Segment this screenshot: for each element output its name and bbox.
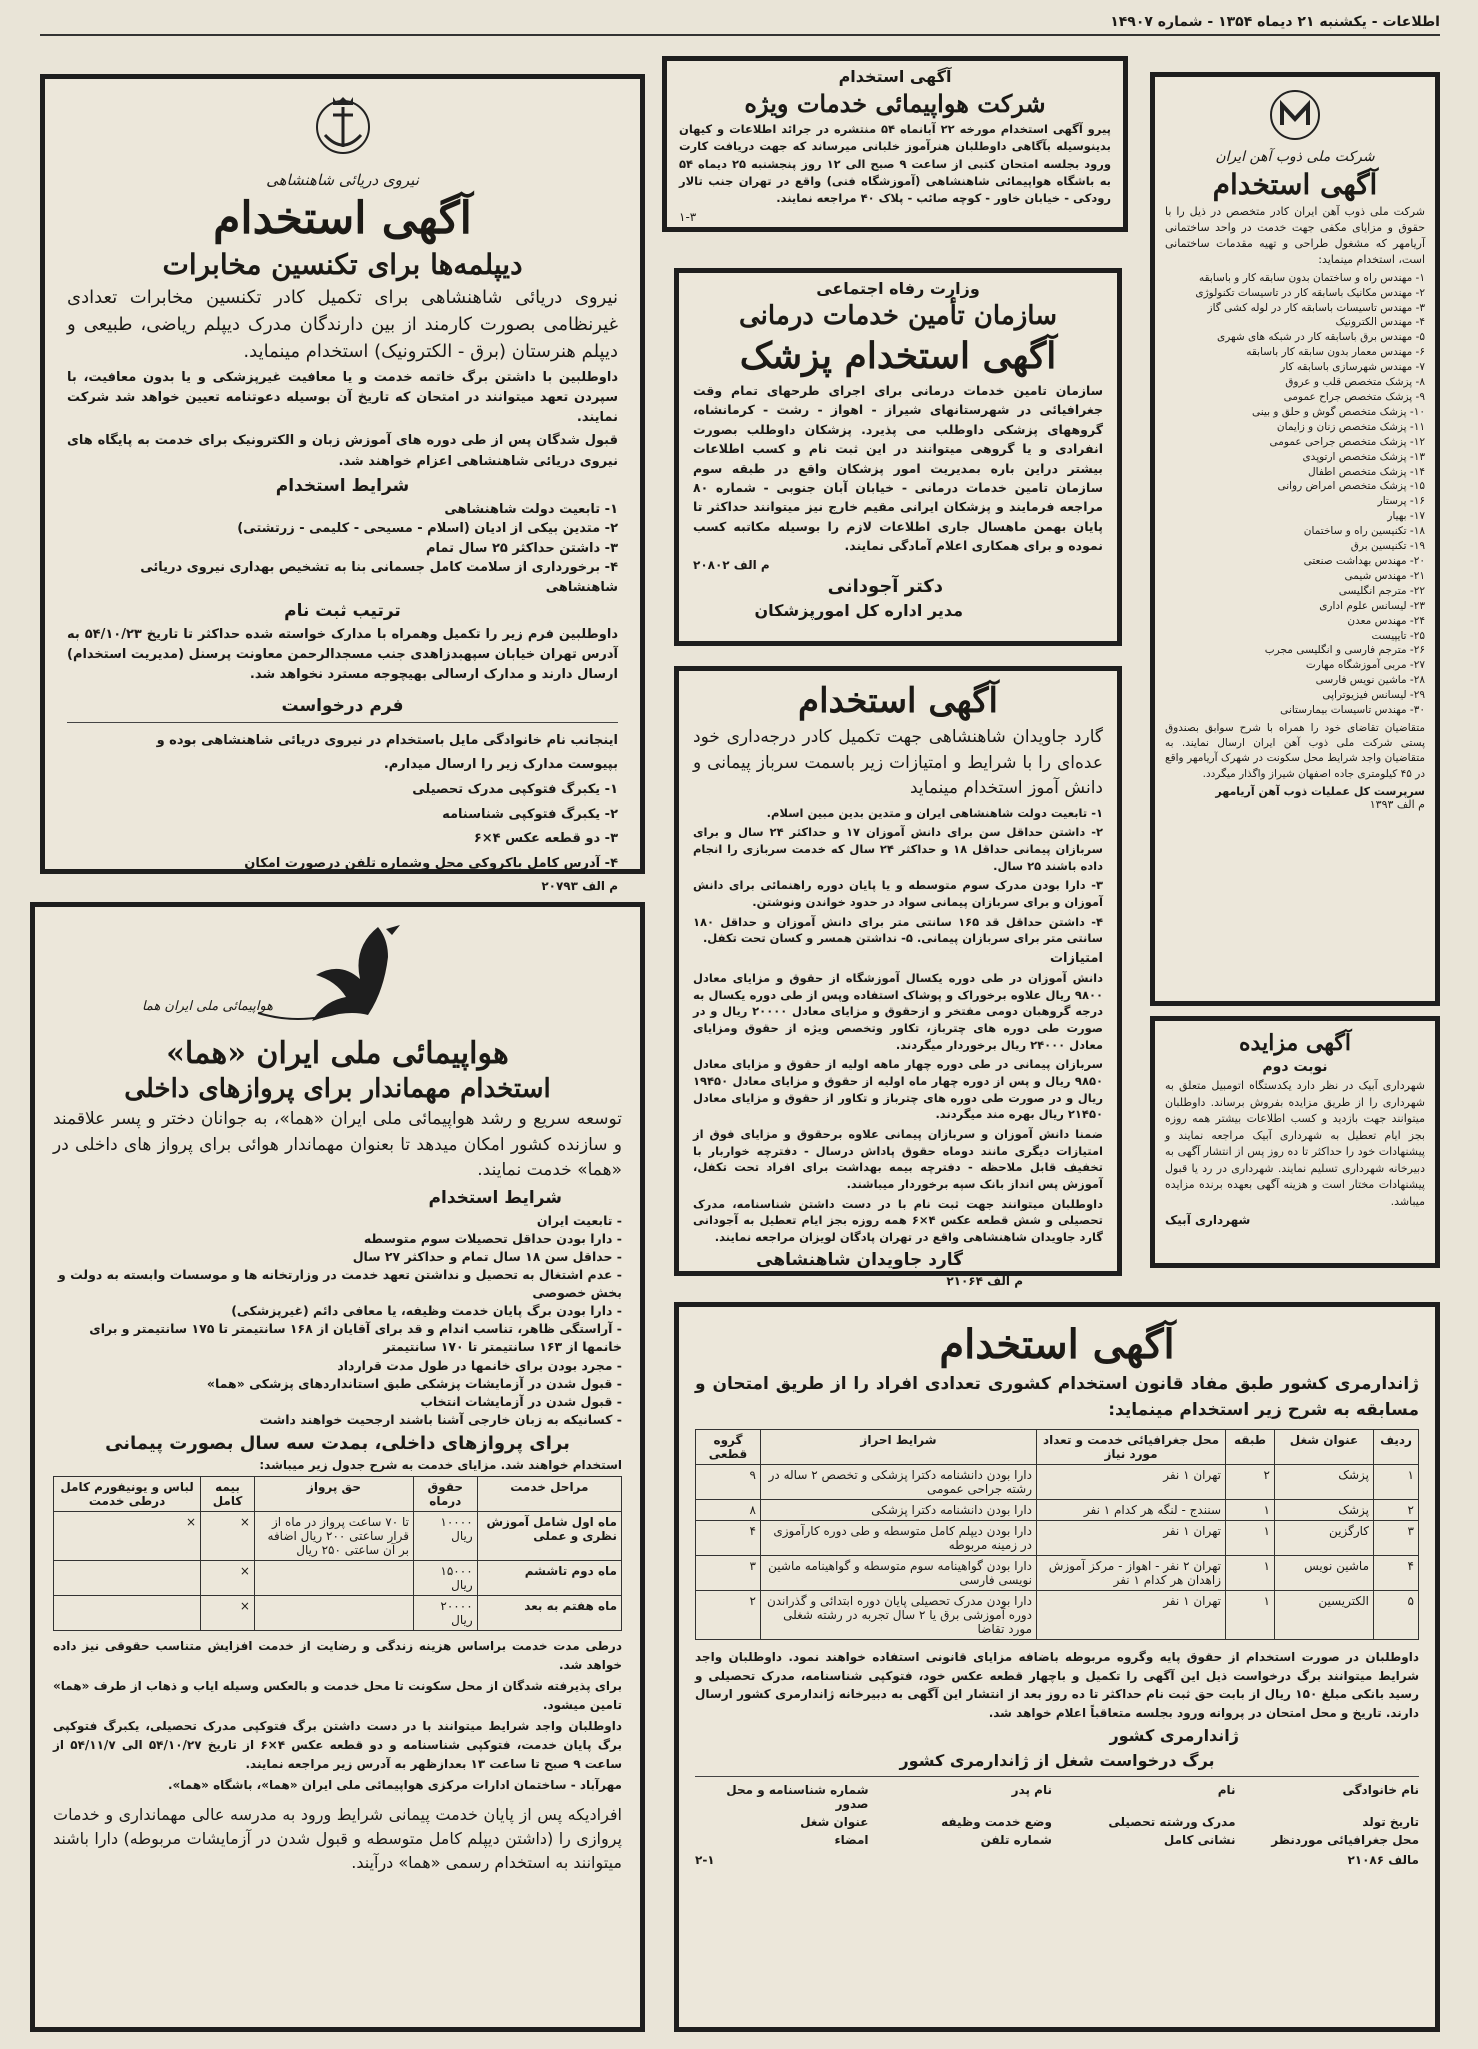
list-item: ۲۵- تایپیست (1371, 629, 1425, 642)
form-field: محل جغرافیائی موردنظر (1271, 1833, 1419, 1848)
table-row: ۲ پزشک ۱ سنندج - لنگه هر کدام ۱ نفر دارا بودن دانشنامه دکترا پزشکی ۸ (696, 1500, 1419, 1521)
guard-code: م الف ۲۱۰۶۴ (946, 1273, 1023, 1288)
list-item: ۱- یکبرگ فتوکپی مدرک تحصیلی (412, 782, 618, 797)
steel-co-items (1165, 271, 1425, 718)
form-field: شماره شناسنامه و محل صدور (726, 1783, 869, 1812)
list-item: - کسانیکه به زبان خارجی آشنا باشند ارجحیت خواهند داشت (259, 1411, 622, 1427)
table-row: ۴ ماشین نویس ۱ تهران ۲ نفر - اهواز - مرکز آموزش زاهدان هر کدام ۱ نفر دارا بودن گواهینامه سوم متوسطه و گواهینامه ماشین نویسی فارسی ۳ (696, 1556, 1419, 1591)
iran-air-contract-title: برای پروازهای داخلی، بمدت سه سال بصورت پیمانی (105, 1433, 570, 1454)
list-item: ۲۰- مهندس بهداشت صنعتی (1303, 554, 1425, 567)
list-item: درطی مدت خدمت براساس هزینه زندگی و رضایت از خدمت افزایش متناسب حقوقی نیز داده خواهد شد. (53, 1639, 622, 1672)
list-item: ۱۸- تکنیسین راه و ساختمان (1303, 525, 1425, 538)
table-header: حق پرواز (254, 1477, 413, 1512)
welfare-title: آگهی استخدام پزشک (739, 335, 1057, 377)
gendarmerie-outro: داوطلبان در صورت استخدام از حقوق پایه وگروه مربوطه باضافه مزایای قانونی استفاده خواهند نمود. داوطلبان واجد شرایط میتوانند برگ درخواست ذیل این آگهی را تکمیل و باچهار قطعه عکس خود، فتوکپی شناسنامه، مدرک تحصیلی و رسید بانکی مبلغ ۱۵۰ ریال از بابت حق ثبت نام حداکثر تا ده روز بعد از انتشار این آگهی به دبیرخانه ژاندارمری کشور ارسال دارند. تاریخ و محل امتحان در پروانه ورود بجلسه متعاقباً اعلام خواهد شد. (695, 1650, 1419, 1720)
list-item: ۱۶- پرستار (1377, 495, 1425, 508)
list-item: ۳- داشتن حداکثر ۲۵ سال تمام (425, 540, 618, 556)
auction-ad (1150, 1016, 1440, 1268)
table-header: مراحل خدمت (477, 1477, 621, 1512)
table-header: گروه قطعی (696, 1430, 761, 1465)
table-header: حقوق درماه (413, 1477, 477, 1512)
list-item: - حداقل سن ۱۸ سال تمام و حداکثر ۲۷ سال (352, 1248, 622, 1264)
list-item: ۳- مهندس تاسیسات باسابقه کار در لوله کشی گاز (1207, 301, 1425, 314)
list-item: ۱۱- پزشک متخصص زنان و زایمان (1276, 420, 1425, 433)
list-item: ۳- دو قطعه عکس ۴×۶ (473, 831, 618, 847)
homa-logo-icon (53, 917, 622, 1035)
gendarmerie-form-title: برگ درخواست شغل از ژاندارمری کشور (899, 1751, 1215, 1771)
list-item: ۲۳- لیسانس علوم اداری (1319, 599, 1425, 612)
navy-form-title: فرم درخواست (281, 695, 404, 716)
navy-para1: داوطلبین با داشتن برگ خاتمه خدمت و یا معافیت غیرپزشکی و یا بدون معافیت، با سپردن تعهد میتوانند در امتحان که تاریخ آن بوسیله دعوتنامه تعیین خواهد شد شرکت نمایند. (67, 370, 618, 426)
form-field: وضع خدمت وظیفه (941, 1815, 1052, 1830)
iran-air-contract-note: استخدام خواهند شد. مزایای خدمت به شرح جدول زیر میباشد: (259, 1458, 622, 1472)
list-item: ۲۸- ماشین نویس فارسی (1315, 674, 1425, 687)
guard-title: آگهی استخدام (798, 681, 998, 721)
list-item: ۱۴- پزشک متخصص اطفال (1308, 465, 1425, 478)
table-row: ماه دوم تاششم ۱۵۰۰۰ ریال × (54, 1561, 622, 1596)
steel-co-signer: سرپرست کل عملیات ذوب آهن آریامهر (1215, 784, 1425, 798)
list-item: ۲- داشتن حداقل سن برای دانش آموزان ۱۷ و حداکثر ۲۴ سال و برای سربازان پیمانی حداقل ۱۸ و حداکثر ۲۴ سال که خدمت سربازی را انجام داده باشند ۲۵ سال. (693, 825, 1104, 873)
list-item: ۲۴- مهندس معدن (1347, 614, 1425, 627)
form-field: مدرک ورشته تحصیلی (1108, 1815, 1236, 1830)
form-field: عنوان شغل (800, 1815, 869, 1830)
navy-form (67, 729, 618, 877)
navy-ad (40, 74, 645, 893)
iran-air-subtitle: استخدام مهماندار برای پروازهای داخلی (124, 1074, 551, 1104)
table-row: ۳ کارگزین ۱ تهران ۱ نفر دارا بودن دیپلم کامل متوسطه و طی دوره کارآموزی در زمینه مربوطه ۴ (696, 1521, 1419, 1556)
list-item: ۱- مهندس راه و ساختمان بدون سابقه کار و باسابقه (1198, 271, 1425, 284)
steel-co-outro: متقاضیان تقاضای خود را همراه با شرح سوابق بصندوق پستی شرکت ملی ذوب آهن ایران ارسال نمایند. به متقاضیان واجد شرایط محل سکونت در شهرک آریامهر واقع در ۴۵ کیلومتری جاده اصفهان شیراز واگذار میگردد. (1165, 721, 1425, 780)
form-field: نام خانوادگی (1342, 1783, 1419, 1798)
table-header: محل جغرافیائی خدمت و تعداد مورد نیاز (1037, 1430, 1226, 1465)
navy-org: نیروی دریائی شاهنشاهی (266, 171, 419, 189)
list-item: ضمنا دانش آموزان و سربازان پیمانی علاوه برحقوق و مزایای فوق از امتیازات دیگری مانند دوماه حقوق پاداش درسال - دفترچه خواربار با تخفیف قابل ملاحظه - دفترچه بیمه بهداشت برای افراد تحت تکفل، آموزش پس انداز بانک سپه برخوردار میباشند. (693, 1126, 1103, 1191)
list-item: ۸- پزشک متخصص قلب و عروق (1285, 376, 1425, 389)
list-item: ۱۰- پزشک متخصص گوش و حلق و بینی (1251, 405, 1425, 418)
iran-air-title: هواپیمائی ملی ایران «هما» (166, 1036, 509, 1071)
list-item: ۲۱- مهندس شیمی (1344, 569, 1425, 582)
auction-text: شهرداری آبیک در نظر دارد یکدستگاه اتومبیل متعلق به شهرداری را از طریق مزایده بفروش برساند. داوطلبان میتوانند جهت بازدید و کسب اطلاعات بیشتر همه روزه بجز ایام تعطیل به شهرداری آبیک مراجعه نمایند و پیشنهادات خود را حداکثر تا ده روز پس از انتشار آگهی به دبیرخانه شهرداری تسلیم نمایند. شهرداری در رد یا قبول پیشنهادات مختار است و هزینه آگهی بعهده برنده مزایده میباشد. (1165, 1079, 1425, 1208)
form-field: امضاء (834, 1833, 869, 1848)
list-item: - عدم اشتغال به تحصیل و نداشتن تعهد خدمت در وزارتخانه ها و موسسات وابسته به دولت و بخش خصوصی (58, 1266, 622, 1300)
list-item: - دارا بودن حداقل تحصیلات سوم متوسطه (363, 1230, 622, 1246)
table-header: طبقه (1226, 1430, 1275, 1465)
list-item: ۲- یکبرگ فتوکپی شناسنامه (442, 806, 618, 822)
list-item: - تابعیت ایران (536, 1212, 622, 1228)
table-row: ۱ پزشک ۲ تهران ۱ نفر دارا بودن دانشنامه دکترا پزشکی و تخصص ۲ ساله در رشته جراحی عمومی ۹ (696, 1465, 1419, 1500)
form-field: نشانی کامل (1163, 1833, 1236, 1848)
gendarmerie-intro: ژاندارمری کشور طبق مفاد قانون استخدام کشوری تعدادی افراد را از طریق امتحان و مسابقه به شرح زیر استخدام مینماید: (695, 1374, 1419, 1420)
table-header: عنوان شغل (1275, 1430, 1374, 1465)
list-item: ۱۹- تکنیسین برق (1350, 540, 1425, 553)
table-header: لباس و یونیفورم کامل درطی خدمت (54, 1477, 201, 1512)
auction-signer: شهرداری آبیک (1165, 1213, 1251, 1227)
list-item: داوطلبان واجد شرایط میتوانند با در دست داشتن برگ فتوکپی مدرک تحصیلی، یکبرگ فتوکپی برگ پایان خدمت، فتوکپی شناسنامه و دو قطعه عکس ۴×۶ از تاریخ ۵۴/۱۰/۲۷ الی ۵۴/۱۱/۷ از ساعت ۹ صبح تا ساعت ۱۳ بعدازظهر به آدرس زیر مراجعه نمایند. (53, 1719, 622, 1771)
gendarmerie-code: مالف ۲۱۰۸۶ (1347, 1853, 1419, 1868)
navy-conditions (67, 500, 618, 598)
list-item: بپیوست مدارک زیر را ارسال میدارم. (383, 757, 618, 773)
navy-emblem-icon (67, 93, 618, 167)
welfare-org: سازمان تأمین خدمات درمانی (738, 301, 1058, 331)
iran-air-closing: افرادیکه پس از پایان خدمت پیمانی شرایط ورود به مدرسه عالی مهمانداری و خدمات پروازی را (داشتن دیپلم کامل متوسطه و قبول شدن در آزمایشات مربوطه) دارا باشند میتوانند به استخدام رسمی «هما» درآیند. (53, 1804, 622, 1872)
form-field: نام پدر (1011, 1783, 1052, 1798)
special-air-code: ۱-۳ (679, 210, 697, 225)
list-item: برای پذیرفته شدگان از محل سکونت تا محل خدمت و بالعکس وسیله ایاب و ذهاب از طرف «هما» تامین میشود. (53, 1679, 622, 1712)
list-item: ۲۲- مترجم انگلیسی (1338, 584, 1425, 597)
table-row: ۵ الکتریسین ۱ تهران ۱ نفر دارا بودن مدرک تحصیلی پایان دوره ابتدائی و گذراندن دوره آموزشی برق یا ۲ سال تجربه در رشته شغلی مورد تقاضا ۲ (696, 1591, 1419, 1640)
steel-co-code: م الف ۱۳۹۳ (1369, 797, 1425, 811)
iran-air-notes (53, 1637, 622, 1795)
list-item: - قبول شدن در آزمایشات پزشکی طبق استانداردهای پزشکی «هما» (206, 1375, 622, 1391)
iran-air-conditions (53, 1212, 622, 1430)
list-item: ۱۷- بهیار (1387, 510, 1425, 523)
list-item: ۴- مهندس الکترونیک (1335, 316, 1425, 329)
gendarmerie-ad (674, 1302, 1440, 2032)
guard-ad (674, 666, 1122, 1288)
form-field: نام (1217, 1783, 1236, 1798)
list-item: ۹- پزشک متخصص جراح عمومی (1283, 391, 1425, 403)
navy-title: آگهی استخدام (213, 193, 472, 244)
list-item: ۲۷- مربی آموزشگاه مهارت (1305, 659, 1425, 672)
list-item: ۱- تابعیت دولت شاهنشاهی (444, 501, 618, 517)
list-item: - آراستگی ظاهر، تناسب اندام و قد برای آقایان از ۱۶۸ سانتیمتر تا ۱۷۵ سانتیمتر و برای خانمها از ۱۶۳ سانتیمتر تا ۱۷۰ سانتیمتر (89, 1321, 622, 1355)
form-field: شماره تلفن (980, 1833, 1052, 1848)
navy-code: م الف ۲۰۷۹۳ (541, 878, 618, 893)
welfare-text: سازمان تامین خدمات درمانی برای اجرای طرحهای تمام وقت جغرافیائی در شهرستانهای شیراز - اهواز - رشت - کرمانشاه، گروههای پزشکی داوطلب می پذیرد. پزشکان داوطلب بصورت انفرادی و یا گروهی میتوانند در این ثبت نام و کسب اطلاعات بیشتر دراین باره بمدیریت امور پزشکان واقع در طبقه سوم سازمان تامین خدمات درمانی - خیابان آبان جنوبی - شماره ۸۰ مراجعه فرمایند و پزشکان ایرانی مقیم خارج نیز میتوانند حداکثر تا پایان بهمن ماهسال جاری اطلاعات لازم را بوسیله مکاتبه کسب نموده و برای همکاری اعلام آمادگی نمایند. (693, 383, 1103, 553)
list-item: دانش آموزان در طی دوره یکسال آموزشگاه از حقوق و مزایای معادل ۹۸۰۰ ریال علاوه برخوراک و پوشاک استفاده وپس از طی دوره یکسال به درجه گروهبان دومی مفتخر و ازحقوق و مزایای معادل ۲۰۰۰۰ ریال و در صورت طی دوره های چترباز، تکاور وتخصص ویژه از حقوق ومزایای معادل ۲۴۰۰۰ ریال برخوردار میگردند. (693, 970, 1104, 1052)
list-item: ۲۶- مترجم فارسی و انگلیسی مجرب (1264, 644, 1425, 657)
list-item: - دارا بودن برگ پایان خدمت وظیفه، یا معافی دائم (غیرپزشکی) (231, 1303, 622, 1319)
special-air-text: پیرو آگهی استخدام مورخه ۲۲ آبانماه ۵۴ منتشره در جرائد اطلاعات و کیهان بدینوسیله بآگاهی داوطلبان هنرآموز خلبانی میرساند که جهت دریافت کارت ورود بجلسه امتحان کتبی از ساعت ۹ صبح الی ۱۲ روز پنجشنبه ۲۵ دیماه ۵۴ به باشگاه هواپیمائی شاهنشاهی (آموزشگاه فنی) واقع در تهران جنب تالار رودکی - خیابان خاور - کوچه صائب - پلاک ۴۰ مراجعه نمایند. (679, 122, 1112, 205)
list-item: ۲- مهندس مکانیک باسابقه کار در تاسیسات تکنولوژی (1195, 286, 1425, 299)
welfare-signer-title: مدیر اداره کل امورپزشکان (754, 601, 963, 621)
homa-logo-text: هواپیمائی ملی ایران هما (141, 999, 274, 1014)
masthead: اطلاعات - یکشنبه ۲۱ دیماه ۱۳۵۴ - شماره ۱۴۹۰۷ (40, 14, 1440, 36)
steel-co-name: شرکت ملی ذوب آهن ایران (1215, 149, 1375, 165)
guard-signer: گارد جاویدان شاهنشاهی (756, 1249, 963, 1270)
list-item: ۴- داشتن حداقل قد ۱۶۵ سانتی متر برای دانش آموزان و حداقل ۱۸۰ سانتی متر برای سربازان پیمانی. ۵- نداشتن همسر و کسان تحت تکفل. (693, 914, 1103, 946)
list-item: ۱- تابعیت دولت شاهنشاهی ایران و متدین بدین مبین اسلام. (766, 805, 1103, 820)
special-air-ad (662, 56, 1128, 232)
list-item: سربازان پیمانی در طی دوره چهار ماهه اولیه از حقوق و مزایای معادل ۹۸۵۰ ریال و پس از دوره چهار ماه اولیه از حقوق و مزایای معادل ۱۹۴۵۰ ریال و در صورت طی دوره های چترباز و تکاور از حقوق و مزایای معادل ۲۱۴۵۰ ریال بهره مند میگردند. (693, 1057, 1103, 1122)
gendarmerie-code2: ۲-۱ (695, 1853, 715, 1868)
steel-co-logo-icon (1165, 85, 1425, 149)
welfare-ad (674, 268, 1122, 646)
table-header: ردیف (1374, 1430, 1419, 1465)
gendarmerie-title: آگهی استخدام (939, 1321, 1175, 1368)
guard-intro: گارد جاویدان شاهنشاهی جهت تکمیل کادر درجه‌داری خود عده‌ای را با شرایط و امتیازات زیر باسمت سرباز پیمانی و دانش آموز استخدام مینماید (693, 727, 1103, 798)
navy-intro: نیروی دریائی شاهنشاهی برای تکمیل کادر تکنسین مخابرات تعدادی غیرنظامی بصورت کارمند از بین دارندگان مدرک دیپلم ریاضی، طبیعی و دیپلم هنرستان (برق - الکترونیک) استخدام مینماید. (67, 287, 618, 362)
list-item: - مجرد بودن برای خانمها در طول مدت قرارداد (337, 1357, 622, 1373)
list-item: ۳۰- مهندس تاسیسات بیمارستانی (1280, 704, 1425, 717)
navy-registration-text: داوطلبین فرم زیر را تکمیل وهمراه با مدارک خواسته شده حداکثر تا تاریخ ۵۴/۱۰/۲۳ به آدرس تهران خیابان سپهبدزاهدی جنب مسجدالرحمن معاونت پرسنل (مدیریت استخدام) ارسال دارند و مدارک ارسالی بهیچوجه مسترد نخواهد شد. (67, 627, 619, 683)
gendarmerie-signer: ژاندارمری کشور (1109, 1726, 1239, 1746)
welfare-code: م الف ۲۰۸۰۲ (693, 558, 770, 573)
form-field: تاریخ تولد (1362, 1815, 1419, 1830)
list-item: ۱۵- پزشک متخصص امراض روانی (1277, 480, 1425, 493)
iran-air-ad (30, 902, 645, 2032)
welfare-ministry: وزارت رفاه اجتماعی (816, 279, 980, 298)
guard-items (693, 805, 1103, 1246)
list-item: ۴- آدرس کامل باکروکی محل وشماره تلفن درصورت امکان (244, 856, 618, 872)
auction-round: نوبت دوم (1262, 1059, 1328, 1075)
navy-conditions-title: شرایط استخدام (275, 475, 410, 496)
list-item: ۲- متدین بیکی از ادیان (اسلام - مسیحی - کلیمی - زرتشتی) (237, 521, 618, 537)
list-item: ۷- مهندس شهرسازی باسابقه کار (1280, 361, 1425, 374)
navy-subtitle: دیپلمه‌ها برای تکنسین مخابرات (162, 248, 523, 281)
gendarmerie-jobs-table (695, 1429, 1419, 1640)
list-item: ۵- مهندس برق باسابقه کار در شبکه های شهری (1217, 331, 1425, 344)
table-header: شرایط احراز (761, 1430, 1037, 1465)
special-air-org: شرکت هواپیمائی خدمات ویژه (744, 89, 1046, 118)
iran-air-benefits-table (53, 1476, 622, 1631)
list-item: اینجانب نام خانوادگی مایل باستخدام در نیروی دریائی شاهنشاهی بوده و (156, 732, 618, 748)
table-row: ماه اول شامل آموزش نظری و عملی ۱۰۰۰۰ ریال تا ۷۰ ساعت پرواز در ماه از قرار ساعتی ۲۰۰ ریال اضافه بر آن ساعتی ۲۵۰ ریال × × (54, 1512, 622, 1561)
table-row: ماه هفتم به بعد ۲۰۰۰۰ ریال × (54, 1596, 622, 1631)
list-item: ۶- مهندس معمار بدون سابقه کار باسابقه (1246, 346, 1425, 359)
navy-para2: قبول شدگان پس از طی دوره های آموزش زبان و الکترونیک برای خدمت به پایگاه های نیروی دریائی شاهنشاهی اعزام خواهند شد. (67, 433, 618, 469)
iran-air-conditions-title: شرایط استخدام (428, 1187, 562, 1208)
list-item: ۲۹- لیسانس فیزیوتراپی (1322, 689, 1425, 702)
list-item: ۴- برخورداری از سلامت کامل جسمانی بنا به تشخیص بهداری نیروی دریائی شاهنشاهی (140, 560, 618, 595)
list-item: مهرآباد - ساختمان ادارات مرکزی هواپیمائی ملی ایران «هما»، باشگاه «هما». (167, 1778, 622, 1793)
steel-co-intro: شرکت ملی ذوب آهن ایران کادر متخصص در ذیل را با حقوق و مزایای مکفی جهت خدمت در واحد ساختمانی آریامهر که مشغول طراحی و تهیه مقدمات ساختمانی است، استخدام مینماید: (1165, 205, 1425, 266)
list-item: - قبول شدن در آزمایشات انتخاب (420, 1393, 622, 1409)
list-item: داوطلبان میتوانند جهت ثبت نام با در دست داشتن شناسنامه، مدرک تحصیلی و شش قطعه عکس ۴×۶ همه روزه بجز ایام تعطیل به آجودانی گارد جاویدان شاهنشاهی واقع در تهران پادگان لویزان مراجعه نمایند. (693, 1196, 1103, 1244)
steel-co-title: آگهی استخدام (1212, 168, 1378, 201)
iran-air-intro: توسعه سریع و رشد هواپیمائی ملی ایران «هما»، به جوانان دختر و پسر علاقمند و سازنده کشور امکان میدهد تا بعنوان مهماندار هوائی برای پرواز های داخلی در «هما» خدمت نمایند. (53, 1109, 622, 1180)
list-item: امتیازات (1049, 950, 1103, 966)
list-item: ۱۳- پزشک متخصص ارتوپدی (1302, 450, 1425, 463)
gendarmerie-form (695, 1783, 1419, 1847)
steel-co-ad (1150, 72, 1440, 1006)
auction-title: آگهی مزایده (1239, 1030, 1351, 1056)
special-air-title: آگهی استخدام (838, 67, 952, 86)
list-item: ۳- دارا بودن مدرک سوم متوسطه و یا پایان دوره راهنمائی برای دانش آموزان و برای سربازان پیمانی سواد در حدود خواندن ونوشتن. (693, 878, 1103, 909)
welfare-signer-name: دکتر آجودانی (827, 576, 943, 598)
list-item: ۱۲- پزشک متخصص جراحی عمومی (1269, 435, 1425, 448)
navy-registration-title: ترتیب ثبت نام (284, 601, 401, 622)
table-header: بیمه کامل (201, 1477, 255, 1512)
